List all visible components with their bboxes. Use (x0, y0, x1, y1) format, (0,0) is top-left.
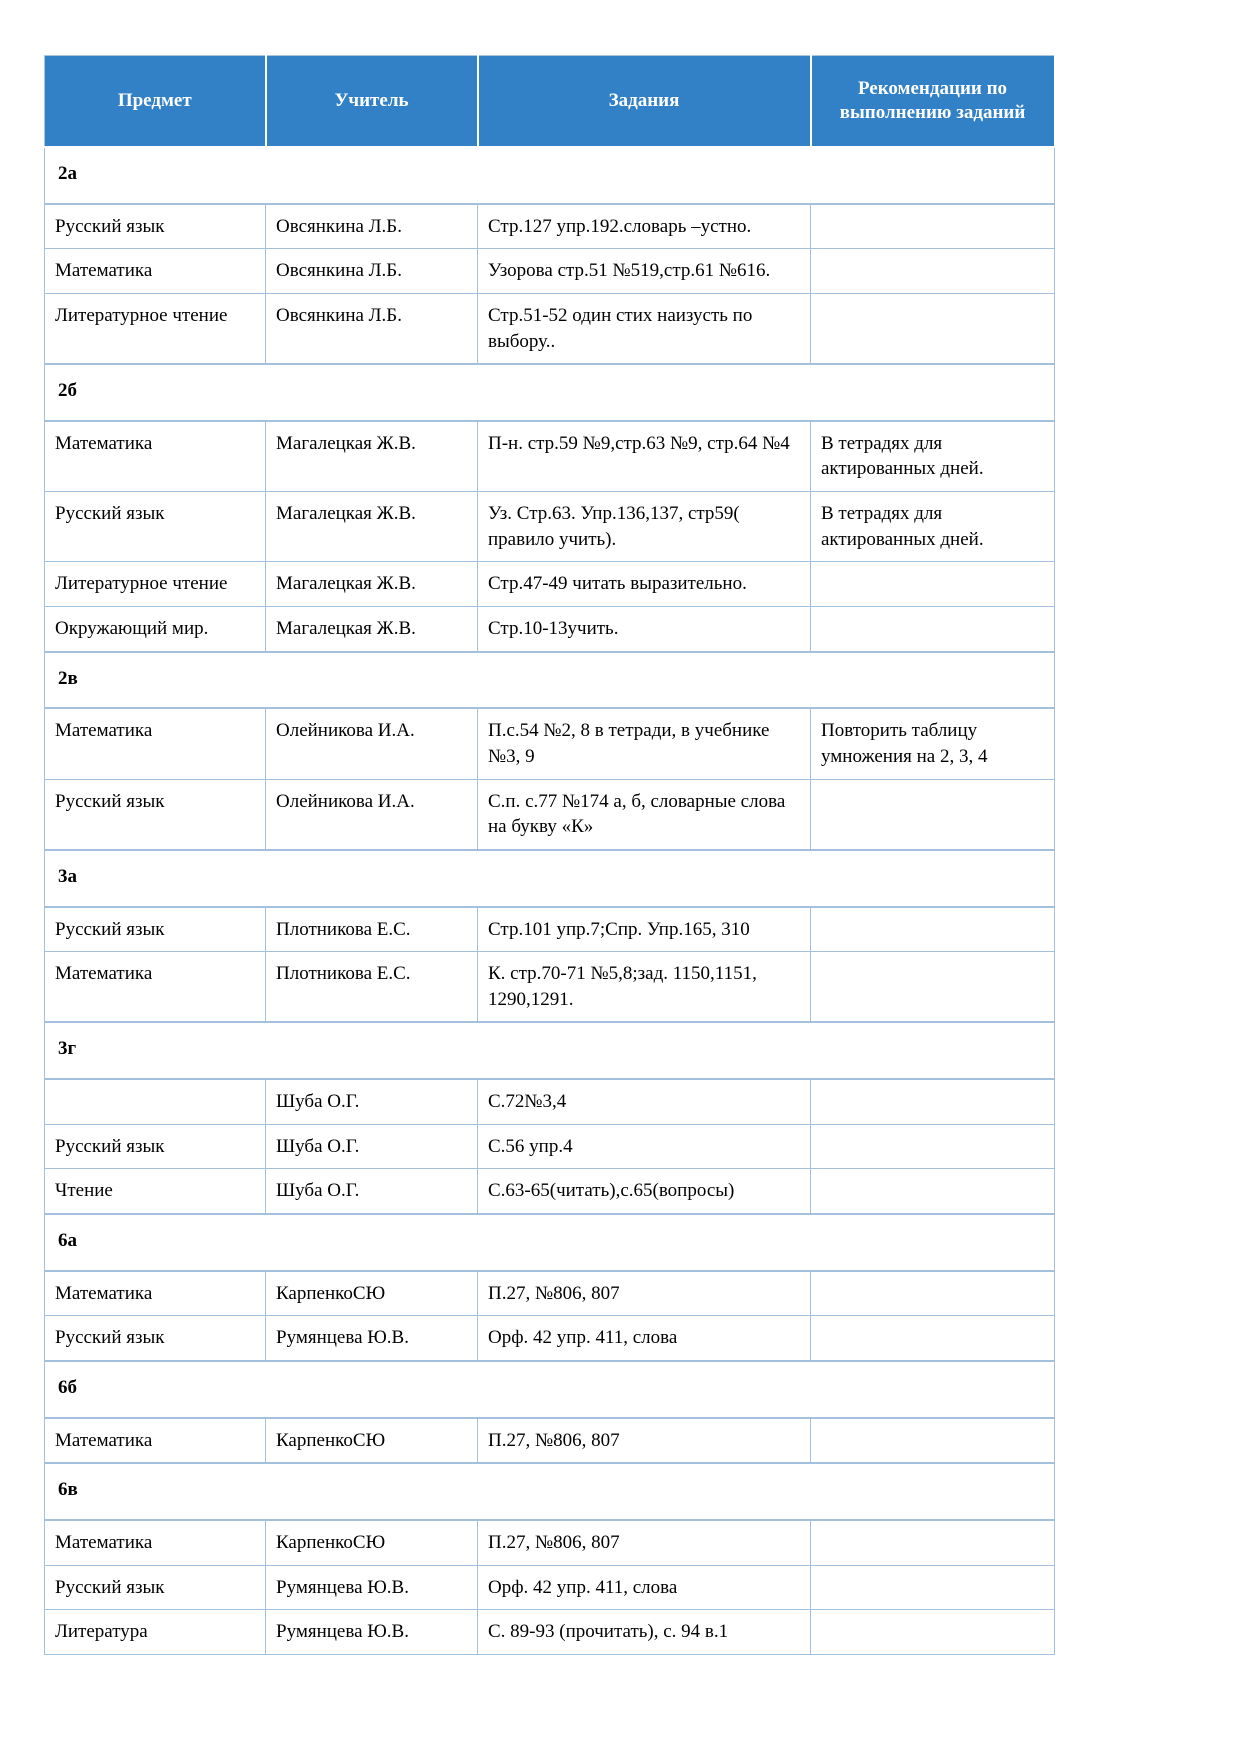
table-row (45, 1520, 1055, 1565)
cell-recommendation (811, 1169, 1055, 1214)
cell-subject: Математика (45, 1418, 266, 1464)
cell-teacher: Овсянкина Л.Б. (266, 204, 478, 249)
cell-subject: Русский язык (45, 1565, 266, 1610)
cell-recommendation (811, 1565, 1055, 1610)
cell-task: Узорова стр.51 №519,стр.61 №616. (478, 249, 811, 294)
table-row (45, 204, 1055, 249)
cell-subject: Математика (45, 249, 266, 294)
table-row (45, 1271, 1055, 1316)
cell-recommendation (811, 1610, 1055, 1655)
cell-subject: Математика (45, 421, 266, 492)
cell-teacher: Олейникова И.А. (266, 708, 478, 779)
column-header-recommendations-line2: выполнению заданий (839, 102, 1026, 123)
cell-teacher: Румянцева Ю.В. (266, 1610, 478, 1655)
cell-teacher: Овсянкина Л.Б. (266, 293, 478, 364)
cell-subject: Русский язык (45, 907, 266, 952)
cell-subject: Русский язык (45, 1124, 266, 1169)
cell-task: С.72№3,4 (478, 1079, 811, 1124)
class-group-label: 3а (45, 850, 1055, 907)
class-group-row (45, 1361, 1055, 1418)
cell-task: Стр.101 упр.7;Спр. Упр.165, 310 (478, 907, 811, 952)
class-group-row (45, 652, 1055, 709)
cell-subject: Математика (45, 1520, 266, 1565)
cell-teacher: Овсянкина Л.Б. (266, 249, 478, 294)
table-row (45, 1124, 1055, 1169)
table-row (45, 562, 1055, 607)
table-row (45, 492, 1055, 562)
column-header-recommendations (811, 56, 1055, 148)
cell-recommendation (811, 1316, 1055, 1361)
cell-subject: Русский язык (45, 1316, 266, 1361)
cell-recommendation (811, 1124, 1055, 1169)
table-header (45, 56, 1055, 148)
cell-task: Орф. 42 упр. 411, слова (478, 1565, 811, 1610)
cell-recommendation (811, 607, 1055, 652)
column-header-teacher: Учитель (266, 56, 478, 148)
cell-task: Стр.47-49 читать выразительно. (478, 562, 811, 607)
cell-recommendation (811, 952, 1055, 1023)
table-header-row (45, 56, 1055, 148)
table-row (45, 1418, 1055, 1464)
table-row (45, 708, 1055, 779)
cell-task: Стр.127 упр.192.словарь –устно. (478, 204, 811, 249)
cell-task: П.с.54 №2, 8 в тетради, в учебнике №3, 9 (478, 708, 811, 779)
cell-task: П-н. стр.59 №9,стр.63 №9, стр.64 №4 (478, 421, 811, 492)
cell-recommendation: В тетрадях для актированных дней. (811, 421, 1055, 492)
table-row (45, 1565, 1055, 1610)
cell-teacher: Магалецкая Ж.В. (266, 607, 478, 652)
class-group-label: 3г (45, 1022, 1055, 1079)
cell-subject: Литературное чтение (45, 293, 266, 364)
cell-teacher: КарпенкоСЮ (266, 1271, 478, 1316)
cell-recommendation (811, 249, 1055, 294)
class-group-label: 2в (45, 652, 1055, 709)
cell-teacher: Шуба О.Г. (266, 1079, 478, 1124)
cell-recommendation: Повторить таблицу умножения на 2, 3, 4 (811, 708, 1055, 779)
cell-task: Стр.10-13учить. (478, 607, 811, 652)
cell-teacher: КарпенкоСЮ (266, 1418, 478, 1464)
cell-task: П.27, №806, 807 (478, 1418, 811, 1464)
cell-teacher: Румянцева Ю.В. (266, 1565, 478, 1610)
cell-teacher: Олейникова И.А. (266, 779, 478, 850)
class-group-label: 6в (45, 1463, 1055, 1520)
cell-recommendation (811, 293, 1055, 364)
cell-task: С.п. с.77 №174 а, б, словарные слова на букву «К» (478, 779, 811, 850)
table-row (45, 607, 1055, 652)
cell-subject: Литературное чтение (45, 562, 266, 607)
table-row (45, 293, 1055, 364)
cell-teacher: КарпенкоСЮ (266, 1520, 478, 1565)
class-group-label: 2а (45, 147, 1055, 204)
cell-teacher: Румянцева Ю.В. (266, 1316, 478, 1361)
table-row (45, 421, 1055, 492)
cell-teacher: Магалецкая Ж.В. (266, 421, 478, 492)
cell-subject: Математика (45, 952, 266, 1023)
cell-recommendation (811, 1418, 1055, 1464)
table-row (45, 907, 1055, 952)
table-row (45, 1169, 1055, 1214)
table-row (45, 779, 1055, 850)
cell-teacher: Магалецкая Ж.В. (266, 562, 478, 607)
cell-subject: Чтение (45, 1169, 266, 1214)
class-group-row (45, 1022, 1055, 1079)
class-group-row (45, 1463, 1055, 1520)
class-group-row (45, 850, 1055, 907)
cell-teacher: Плотникова Е.С. (266, 952, 478, 1023)
cell-subject: Математика (45, 1271, 266, 1316)
cell-recommendation (811, 779, 1055, 850)
class-group-row (45, 364, 1055, 421)
cell-teacher: Плотникова Е.С. (266, 907, 478, 952)
class-group-row (45, 147, 1055, 204)
cell-subject: Литература (45, 1610, 266, 1655)
column-header-subject: Предмет (45, 56, 266, 148)
cell-recommendation (811, 1079, 1055, 1124)
cell-task: Орф. 42 упр. 411, слова (478, 1316, 811, 1361)
cell-subject: Окружающий мир. (45, 607, 266, 652)
cell-recommendation (811, 204, 1055, 249)
cell-task: С.56 упр.4 (478, 1124, 811, 1169)
cell-subject: Русский язык (45, 779, 266, 850)
table-row (45, 1316, 1055, 1361)
cell-subject: Русский язык (45, 204, 266, 249)
cell-task: К. стр.70-71 №5,8;зад. 1150,1151, 1290,1291. (478, 952, 811, 1023)
table-row (45, 1610, 1055, 1655)
cell-task: П.27, №806, 807 (478, 1271, 811, 1316)
cell-task: П.27, №806, 807 (478, 1520, 811, 1565)
cell-recommendation (811, 907, 1055, 952)
cell-task: Стр.51-52 один стих наизусть по выбору.. (478, 293, 811, 364)
cell-task: Уз. Стр.63. Упр.136,137, стр59( правило учить). (478, 492, 811, 562)
table-row (45, 249, 1055, 294)
cell-recommendation: В тетрадях для актированных дней. (811, 492, 1055, 562)
table-row (45, 952, 1055, 1023)
cell-teacher: Магалецкая Ж.В. (266, 492, 478, 562)
table-row (45, 1079, 1055, 1124)
table-body (45, 147, 1055, 1654)
cell-teacher: Шуба О.Г. (266, 1169, 478, 1214)
class-group-label: 6б (45, 1361, 1055, 1418)
cell-teacher: Шуба О.Г. (266, 1124, 478, 1169)
cell-recommendation (811, 562, 1055, 607)
column-header-tasks: Задания (478, 56, 811, 148)
cell-task: С.63-65(читать),с.65(вопросы) (478, 1169, 811, 1214)
class-group-row (45, 1214, 1055, 1271)
column-header-recommendations-line1: Рекомендации по (857, 78, 1008, 100)
cell-task: С. 89-93 (прочитать), с. 94 в.1 (478, 1610, 811, 1655)
cell-subject: Математика (45, 708, 266, 779)
class-group-label: 6а (45, 1214, 1055, 1271)
homework-schedule-table (44, 55, 1056, 1655)
cell-recommendation (811, 1520, 1055, 1565)
cell-subject: Русский язык (45, 492, 266, 562)
class-group-label: 2б (45, 364, 1055, 421)
cell-subject (45, 1079, 266, 1124)
cell-recommendation (811, 1271, 1055, 1316)
